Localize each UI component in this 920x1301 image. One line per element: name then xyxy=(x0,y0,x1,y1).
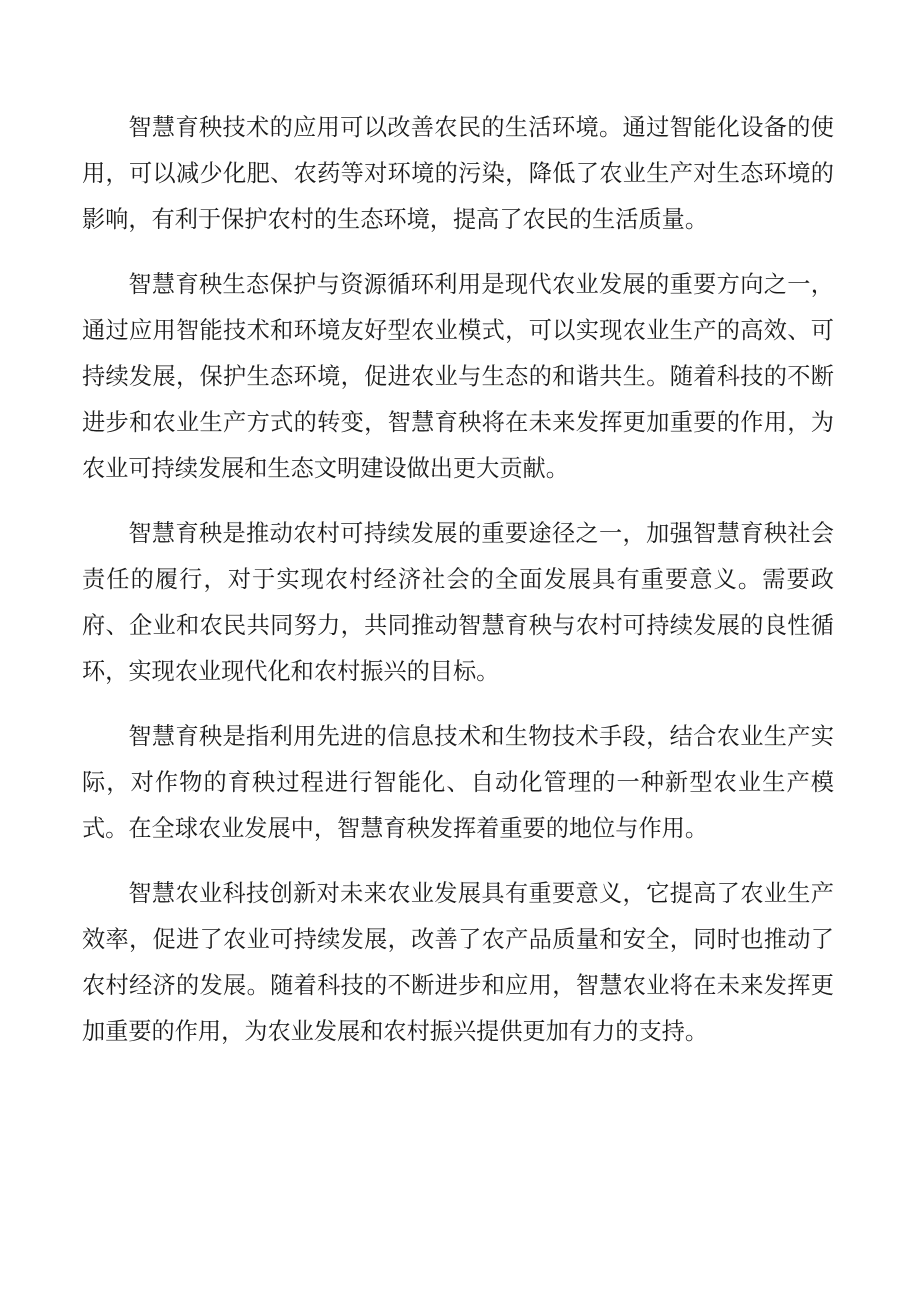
paragraph-3: 智慧育秧是推动农村可持续发展的重要途径之一，加强智慧育秧社会责任的履行，对于实现农村经济社会的全面发展具有重要意义。需要政府、企业和农民共同努力，共同推动智慧育秧与农村可持续发展的良性循环，实现农业现代化和农村振兴的目标。 xyxy=(82,520,834,685)
paragraph-4: 智慧育秧是指利用先进的信息技术和生物技术手段，结合农业生产实际，对作物的育秧过程进行智能化、自动化管理的一种新型农业生产模式。在全球农业发展中，智慧育秧发挥着重要的地位与作用。 xyxy=(82,723,834,842)
paragraph-1: 智慧育秧技术的应用可以改善农民的生活环境。通过智能化设备的使用，可以减少化肥、农药等对环境的污染，降低了农业生产对生态环境的影响，有利于保护农村的生态环境，提高了农民的生活质量。 xyxy=(82,114,834,233)
paragraph-5: 智慧农业科技创新对未来农业发展具有重要意义，它提高了农业生产效率，促进了农业可持续发展，改善了农产品质量和安全，同时也推动了农村经济的发展。随着科技的不断进步和应用，智慧农业将在未来发挥更加重要的作用，为农业发展和农村振兴提供更加有力的支持。 xyxy=(82,880,834,1045)
paragraph-2: 智慧育秧生态保护与资源循环利用是现代农业发展的重要方向之一，通过应用智能技术和环境友好型农业模式，可以实现农业生产的高效、可持续发展，保护生态环境，促进农业与生态的和谐共生。随着科技的不断进步和农业生产方式的转变，智慧育秧将在未来发挥更加重要的作用，为农业可持续发展和生态文明建设做出更大贡献。 xyxy=(82,271,834,482)
document-body xyxy=(82,105,834,1074)
